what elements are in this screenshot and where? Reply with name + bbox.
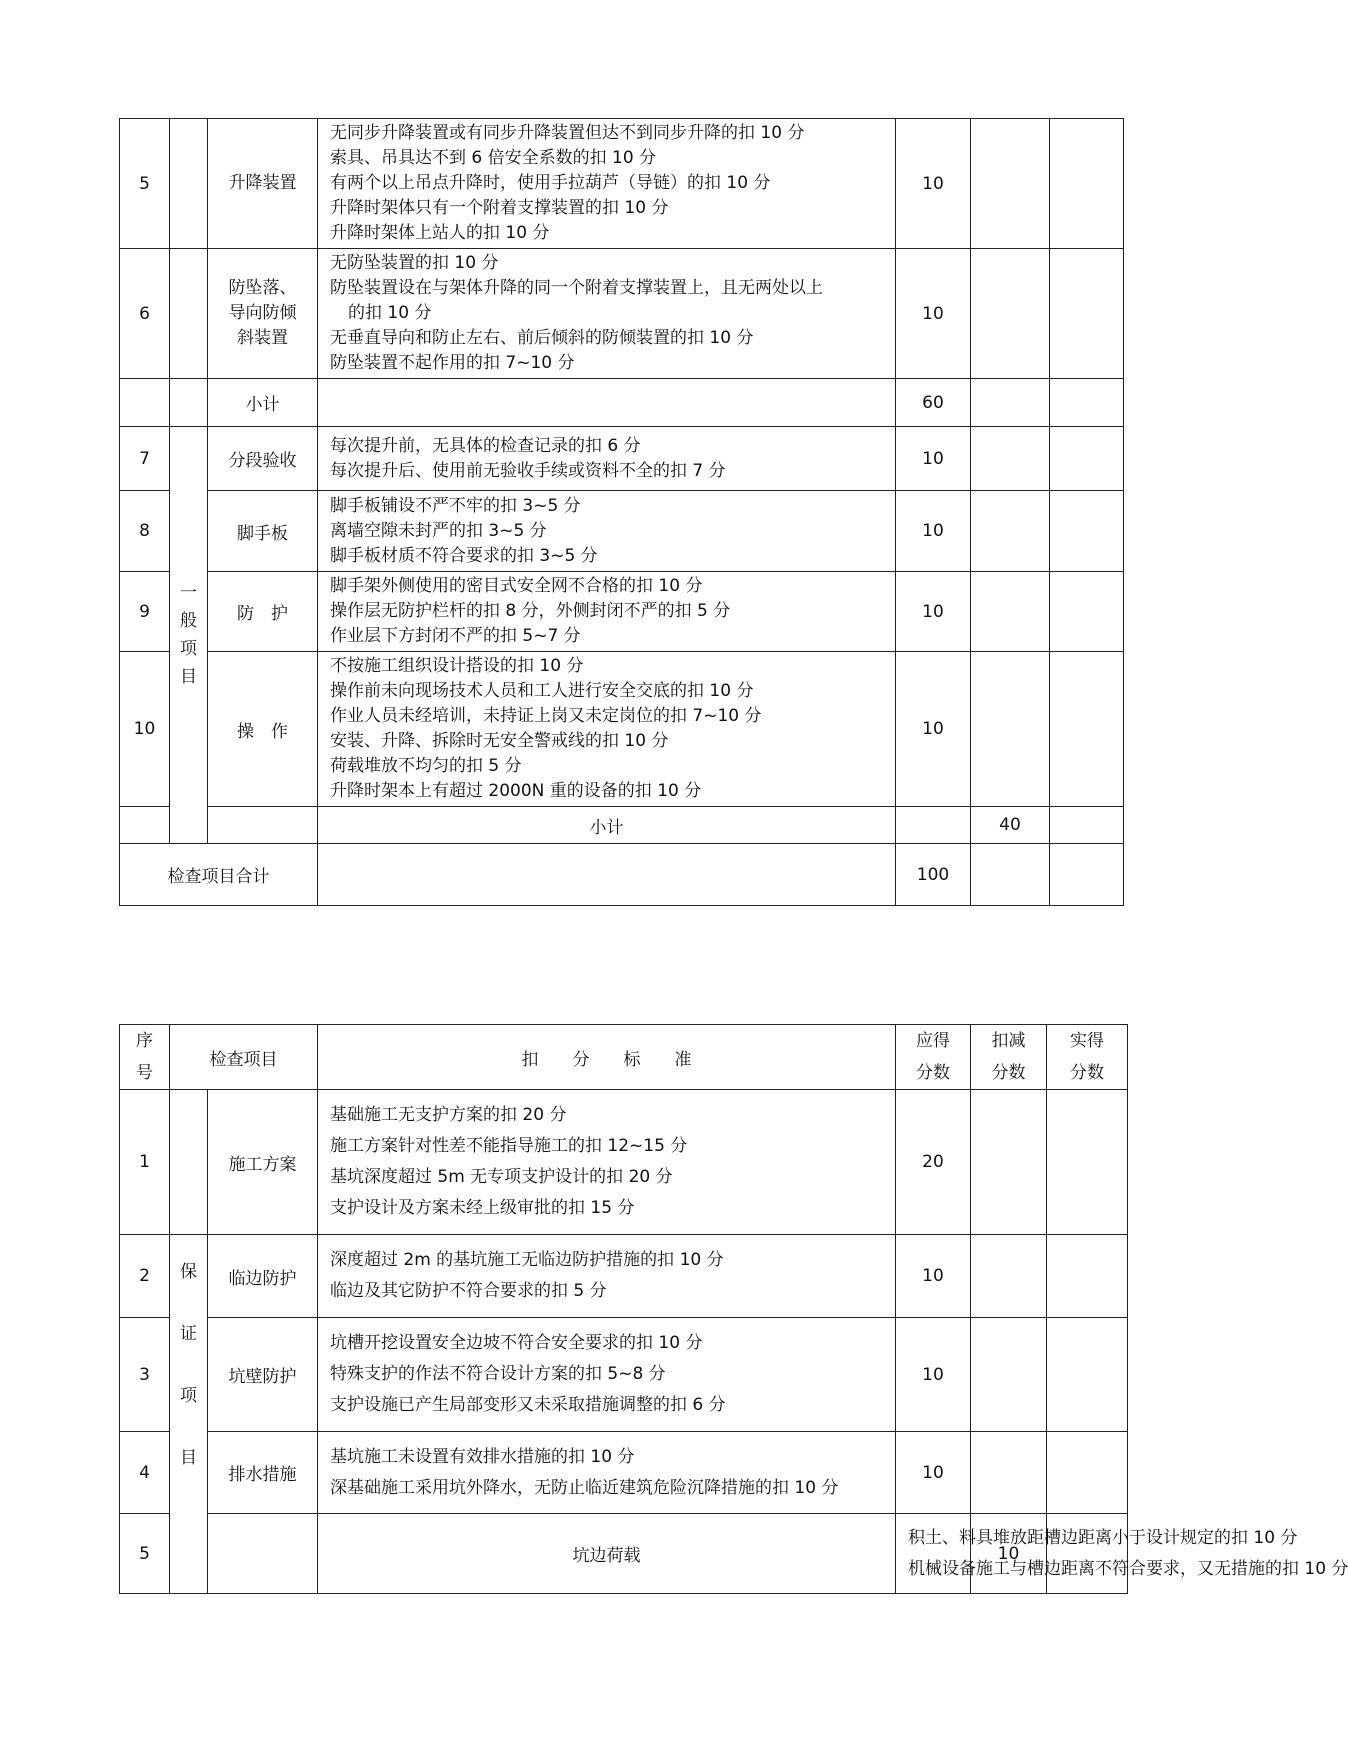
table-row: [120, 119, 1124, 249]
due-score: 10: [896, 491, 971, 572]
actual-score-cell[interactable]: [1050, 572, 1124, 652]
header-no: 序 号: [120, 1025, 170, 1090]
header-check-item: 检查项目: [170, 1025, 318, 1090]
subtotal-row: [120, 807, 1124, 844]
row-number: 5: [120, 119, 170, 249]
actual-score-cell[interactable]: [1050, 119, 1124, 249]
actual-score-cell[interactable]: [1047, 1318, 1128, 1432]
due-score: 10: [896, 249, 971, 379]
subtotal-row: [120, 379, 1124, 427]
deducted-score-cell[interactable]: [971, 379, 1050, 427]
deducted-score-cell[interactable]: [1050, 807, 1124, 844]
header-due-score: 应得 分数: [896, 1025, 971, 1090]
deducted-score-cell[interactable]: [971, 1318, 1047, 1432]
actual-score-cell[interactable]: [1047, 1235, 1128, 1318]
group-cell-empty: [170, 249, 208, 379]
header-criteria: 扣 分 标 准: [318, 1025, 896, 1090]
deducted-score-cell[interactable]: [971, 1090, 1047, 1235]
row-number: 10: [120, 652, 170, 807]
deduction-criteria: 脚手架外侧使用的密目式安全网不合格的扣 10 分 操作层无防护栏杆的扣 8 分，外侧封闭不严的扣 5 分 作业层下方封闭不严的扣 5~7 分: [318, 572, 896, 652]
row-number-empty: [120, 379, 170, 427]
row-number: 3: [120, 1318, 170, 1432]
header-actual-score: 实得 分数: [1047, 1025, 1128, 1090]
deduction-criteria: 深度超过 2m 的基坑施工无临边防护措施的扣 10 分 临边及其它防护不符合要求的扣 5 分: [318, 1235, 896, 1318]
deduction-criteria: 坑槽开挖设置安全边坡不符合安全要求的扣 10 分 特殊支护的作法不符合设计方案的扣 5~8 分 支护设施已产生局部变形又未采取措施调整的扣 6 分: [318, 1318, 896, 1432]
criteria-empty: [896, 807, 971, 844]
table-row: [120, 427, 1124, 491]
actual-score-cell[interactable]: [1050, 249, 1124, 379]
deducted-score-cell[interactable]: [971, 652, 1050, 807]
foundation-pit-inspection-table: [119, 1024, 1348, 1594]
total-score: 100: [896, 844, 971, 906]
actual-score-cell[interactable]: [1047, 1090, 1128, 1235]
table-row: [120, 1432, 1128, 1514]
deduction-criteria: 不按施工组织设计搭设的扣 10 分 操作前未向现场技术人员和工人进行安全交底的扣 10 分 作业人员未经培训，未持证上岗又未定岗位的扣 7~10 分 安装、升降、拆除时无安全警戒线的扣 10 分 荷载堆放不均匀的扣 5 分 升降时架本上有超过 2000N 重的设备的扣 10 分: [318, 652, 896, 807]
table-row: [120, 572, 1124, 652]
actual-score-cell[interactable]: [1047, 1432, 1128, 1514]
table-row: [120, 249, 1124, 379]
group-cell-empty: [170, 119, 208, 249]
subtotal-label: 小计: [318, 807, 896, 844]
check-item: 坑边荷载: [318, 1514, 896, 1594]
deduction-criteria: 每次提升前，无具体的检查记录的扣 6 分 每次提升后、使用前无验收手续或资料不全的扣 7 分: [318, 427, 896, 491]
group-label-guarantee-items: 保 证 项 目: [170, 1235, 208, 1594]
table-row: [120, 1090, 1128, 1235]
check-item: 脚手板: [208, 491, 318, 572]
due-score: 10: [896, 572, 971, 652]
group-cell-empty: [208, 807, 318, 844]
row-number: 7: [120, 427, 170, 491]
check-item: 分段验收: [208, 427, 318, 491]
subtotal-score: 40: [971, 807, 1050, 844]
row-number: 2: [120, 1235, 170, 1318]
table-row: [120, 1318, 1128, 1432]
deducted-score-cell[interactable]: [1047, 1514, 1128, 1594]
header-deducted-score: 扣减 分数: [971, 1025, 1047, 1090]
due-score: 10: [896, 1432, 971, 1514]
scaffold-inspection-table: [119, 118, 1124, 906]
check-item: 坑壁防护: [208, 1318, 318, 1432]
due-score: 20: [896, 1090, 971, 1235]
deducted-score-cell[interactable]: [971, 427, 1050, 491]
check-item: 操 作: [208, 652, 318, 807]
table-row: [120, 652, 1124, 807]
row-number: 6: [120, 249, 170, 379]
total-row: [120, 844, 1124, 906]
deduction-criteria: 积土、料具堆放距槽边距离小于设计规定的扣 10 分 机械设备施工与槽边距离不符合要求，又无措施的扣 10 分: [896, 1514, 971, 1594]
row-number: 9: [120, 572, 170, 652]
due-score: 10: [896, 119, 971, 249]
actual-score-cell[interactable]: [1050, 379, 1124, 427]
check-item: 升降装置: [208, 119, 318, 249]
row-number: 1: [120, 1090, 170, 1235]
due-score: 10: [896, 427, 971, 491]
deducted-score-cell[interactable]: [971, 1235, 1047, 1318]
deducted-score-cell[interactable]: [971, 1432, 1047, 1514]
due-score: 10: [971, 1514, 1047, 1594]
group-cell-empty: [170, 379, 208, 427]
table-row: [120, 491, 1124, 572]
row-number: 4: [120, 1432, 170, 1514]
actual-score-cell[interactable]: [1050, 844, 1124, 906]
header-row: [120, 1025, 1128, 1090]
subtotal-score: 60: [896, 379, 971, 427]
deducted-score-cell[interactable]: [971, 119, 1050, 249]
deducted-score-cell[interactable]: [971, 249, 1050, 379]
actual-score-cell[interactable]: [1050, 427, 1124, 491]
table-row: [120, 1235, 1128, 1318]
due-score: 10: [896, 1318, 971, 1432]
deducted-score-cell[interactable]: [971, 491, 1050, 572]
due-score: 10: [896, 1235, 971, 1318]
check-item: 排水措施: [208, 1432, 318, 1514]
deduction-criteria: 基础施工无支护方案的扣 20 分 施工方案针对性差不能指导施工的扣 12~15 分 基坑深度超过 5m 无专项支护设计的扣 20 分 支护设计及方案未经上级审批的扣 15 分: [318, 1090, 896, 1235]
group-cell-empty: [170, 1090, 208, 1235]
deducted-score-cell[interactable]: [971, 572, 1050, 652]
actual-score-cell[interactable]: [1050, 491, 1124, 572]
actual-score-cell[interactable]: [1050, 652, 1124, 807]
check-item: 防 护: [208, 572, 318, 652]
row-number: 8: [120, 491, 170, 572]
criteria-empty: [318, 844, 896, 906]
subtotal-label: 小计: [208, 379, 318, 427]
deducted-score-cell[interactable]: [971, 844, 1050, 906]
check-item: 临边防护: [208, 1235, 318, 1318]
row-number: 5: [120, 1514, 170, 1594]
criteria-empty: [318, 379, 896, 427]
deduction-criteria: 基坑施工未设置有效排水措施的扣 10 分 深基础施工采用坑外降水，无防止临近建筑危险沉降措施的扣 10 分: [318, 1432, 896, 1514]
group-cell-empty: [208, 1514, 318, 1594]
group-label-general-items: 一 般 项 目: [170, 427, 208, 844]
row-number-empty: [120, 807, 170, 844]
total-label: 检查项目合计: [120, 844, 318, 906]
check-item: 施工方案: [208, 1090, 318, 1235]
due-score: 10: [896, 652, 971, 807]
deduction-criteria: 脚手板铺设不严不牢的扣 3~5 分 离墙空隙未封严的扣 3~5 分 脚手板材质不符合要求的扣 3~5 分: [318, 491, 896, 572]
deduction-criteria: 无防坠装置的扣 10 分 防坠装置设在与架体升降的同一个附着支撑装置上，且无两处以上 的扣 10 分 无垂直导向和防止左右、前后倾斜的防倾装置的扣 10 分 防坠装置不起作用的扣 7~10 分: [318, 249, 896, 379]
check-item: 防坠落、 导向防倾 斜装置: [208, 249, 318, 379]
deduction-criteria: 无同步升降装置或有同步升降装置但达不到同步升降的扣 10 分 索具、吊具达不到 6 倍安全系数的扣 10 分 有两个以上吊点升降时，使用手拉葫芦（导链）的扣 10 分 升降时架体只有一个附着支撑装置的扣 10 分 升降时架体上站人的扣 10 分: [318, 119, 896, 249]
table-row: [120, 1514, 1128, 1594]
